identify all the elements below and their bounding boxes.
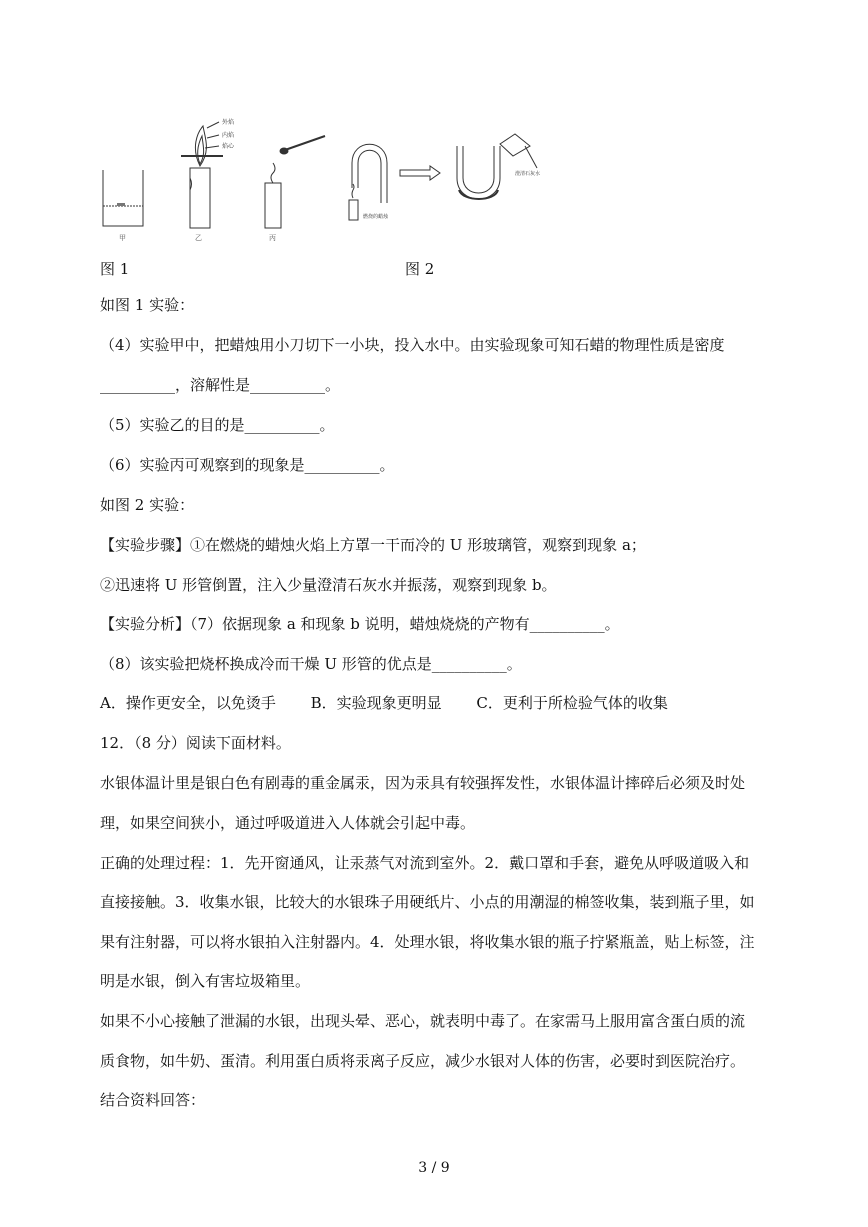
text-line: 理，如果空间狭小，通过呼吸道进入人体就会引起中毒。 xyxy=(100,814,476,832)
candle-bing xyxy=(265,136,325,228)
text-line: 正确的处理过程：1．先开窗通风，让汞蒸气对流到室外。2．戴口罩和手套，避免从呼吸道吸入和 xyxy=(100,854,750,872)
experiment-figures xyxy=(95,108,565,246)
text-line: 如图 1 实验： xyxy=(100,296,195,314)
text-line: 结合资料回答： xyxy=(100,1091,206,1109)
u-tube-inverted xyxy=(457,134,537,199)
text-line: A．操作更安全，以免烫手 B．实验现象更明显 C．更利于所检验气体的收集 xyxy=(100,694,668,712)
text-line: （8）该实验把烧杯换成冷而干燥 U 形管的优点是__________。 xyxy=(100,655,522,673)
u-tube-over-candle xyxy=(349,144,387,220)
text-line: 直接接触。3．收集水银，比较大的水银珠子用硬纸片、小点的用潮湿的棉签收集，装到瓶子里，如 xyxy=(100,893,755,911)
label-yi: 乙 xyxy=(195,234,202,242)
label-bing: 丙 xyxy=(269,234,276,242)
text-line: 12．（8 分）阅读下面材料。 xyxy=(100,734,291,752)
text-line: 水银体温计里是银白色有剧毒的重金属汞，因为汞具有较强挥发性，水银体温计摔碎后必须及时处 xyxy=(100,774,746,792)
arrow xyxy=(400,166,440,180)
text-line: 如图 2 实验： xyxy=(100,496,195,514)
label-jia: 甲 xyxy=(119,234,126,242)
text-line: __________，溶解性是__________。 xyxy=(100,376,341,394)
text-line: ②迅速将 U 形管倒置，注入少量澄清石灰水并振荡，观察到现象 b。 xyxy=(100,576,557,594)
flame-label-inner: 内焰 xyxy=(222,132,235,139)
flame-label-outer: 外焰 xyxy=(222,119,235,126)
caption-figure-1: 图 1 xyxy=(100,260,130,278)
fig2-candle-label: 燃烧的蜡烛 xyxy=(363,214,389,220)
text-line: （4）实验甲中，把蜡烛用小刀切下一小块，投入水中。由实验现象可知石蜡的物理性质是密度 xyxy=(100,336,725,354)
text-line: 如果不小心接触了泄漏的水银，出现头晕、恶心，就表明中毒了。在家需马上服用富含蛋白质的流 xyxy=(100,1012,746,1030)
text-line: 【实验步骤】①在燃烧的蜡烛火焰上方罩一干而冷的 U 形玻璃管，观察到现象 a； xyxy=(100,536,646,554)
text-line: 果有注射器，可以将水银拍入注射器内。4．处理水银，将收集水银的瓶子拧紧瓶盖，贴上标签，注 xyxy=(100,933,755,951)
text-line: （6）实验丙可观察到的现象是__________。 xyxy=(100,456,395,474)
page-number: 3 / 9 xyxy=(418,1160,450,1176)
text-line: 【实验分析】（7）依据现象 a 和现象 b 说明，蜡烛烧烧的产物有__________。 xyxy=(100,615,620,633)
fig2-limewater-label: 澄清石灰水 xyxy=(515,171,541,177)
flame-label-core: 焰心 xyxy=(222,143,235,150)
beaker-jia xyxy=(103,170,143,226)
candle-yi xyxy=(181,122,223,228)
caption-figure-2: 图 2 xyxy=(405,260,435,278)
text-line: 明是水银，倒入有害垃圾箱里。 xyxy=(100,972,311,990)
text-line: （5）实验乙的目的是__________。 xyxy=(100,416,335,434)
experiment-diagram xyxy=(95,108,565,246)
text-line: 质食物，如牛奶、蛋清。利用蛋白质将汞离子反应，减少水银对人体的伤害，必要时到医院治疗。 xyxy=(100,1052,746,1070)
